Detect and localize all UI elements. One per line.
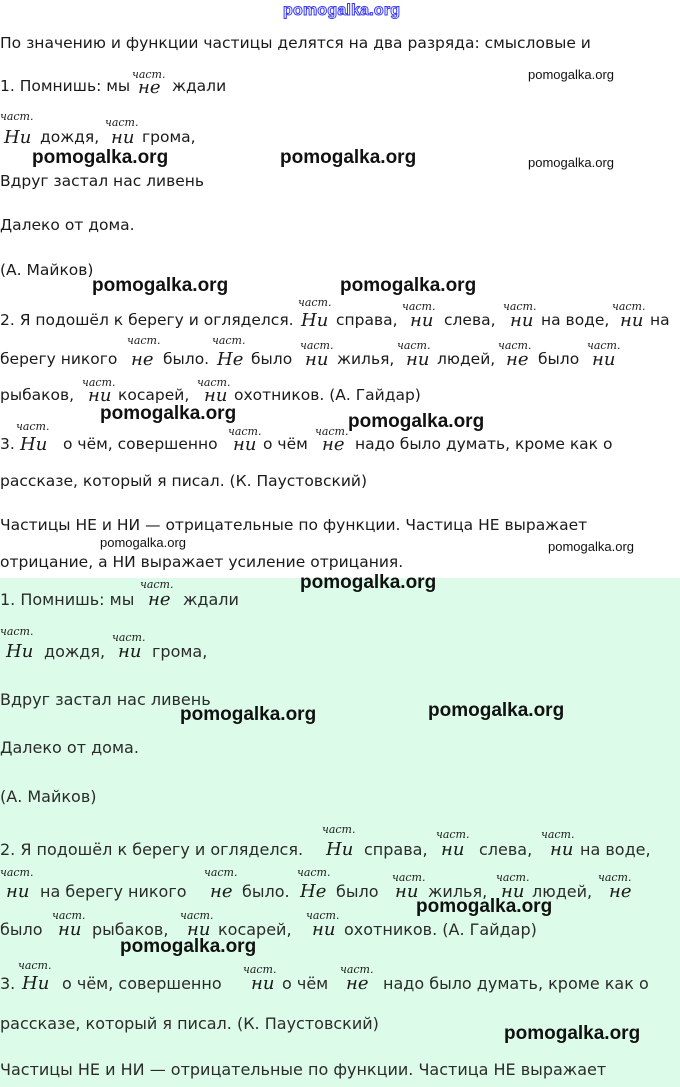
example-2-line-2: было. <box>163 350 210 368</box>
example-3-line-1: о чём, совершенно <box>63 435 218 453</box>
particle-note-label: част. <box>228 425 262 438</box>
particle-note-label: част. <box>541 828 575 841</box>
watermark: pomogalka.org <box>340 275 477 296</box>
particle-ni: ни <box>501 881 525 902</box>
watermark: pomogalka.org <box>280 147 417 168</box>
watermark: pomogalka.org <box>348 411 485 432</box>
particle-note-label: част. <box>197 376 231 389</box>
example-2-line-2: берегу никого <box>0 350 118 368</box>
particle-ne: не <box>609 881 632 902</box>
particle-ne: не <box>322 434 345 455</box>
example-2-line-2: людей, <box>437 350 496 368</box>
poem-line-4: Далеко от дома. <box>0 738 139 757</box>
rule-text: Частицы НЕ и НИ — отрицательные по функции. Частица НЕ выражает <box>0 516 588 534</box>
example-2-line-3: охотников. (А. Гайдар) <box>344 920 537 939</box>
particle-note-label: част. <box>612 300 646 313</box>
watermark: pomogalka.org <box>300 572 437 593</box>
particle-ni: Ни <box>301 310 329 331</box>
particle-note-label: част. <box>16 420 50 433</box>
watermark: pomogalka.org <box>180 704 317 725</box>
particle-note-label: част. <box>52 909 86 922</box>
particle-ne: не <box>210 881 233 902</box>
example-2-line-1: слева, <box>444 311 496 329</box>
particle-note-label: част. <box>180 909 214 922</box>
particle-note-label: част. <box>598 871 632 884</box>
example-2-line-3: было <box>0 920 43 939</box>
particle-note-label: част. <box>140 578 174 591</box>
example-2-line-1: 2. Я подошёл к берегу и огляделся. <box>0 840 304 859</box>
particle-ni: ни <box>251 973 275 994</box>
example-2-line-3: косарей, <box>218 920 292 939</box>
particle-ne: не <box>131 349 154 370</box>
particle-ni: ни <box>6 881 30 902</box>
example-3-line-1: 3. <box>0 435 15 453</box>
particle-ni: Ни <box>4 127 32 148</box>
particle-note-label: част. <box>587 339 621 352</box>
example-2-line-2: жилья, <box>337 350 395 368</box>
particle-ni: ни <box>88 385 112 406</box>
watermark-logo: pomogalka.org <box>283 2 401 19</box>
particle-note-label: част. <box>0 625 34 638</box>
particle-ni: ни <box>305 349 329 370</box>
particle-note-label: част. <box>0 866 34 879</box>
particle-ni: ни <box>58 919 82 940</box>
particle-note-label: част. <box>322 823 356 836</box>
intro-text: По значению и функции частицы делятся на два разряда: смысловые и <box>0 34 591 52</box>
particle-ni: ни <box>410 310 434 331</box>
example-2-line-3: косарей, <box>118 386 190 404</box>
rule-text: отрицание, а НИ выражает усиление отрицания. <box>0 553 404 571</box>
particle-ni: ни <box>312 919 336 940</box>
particle-note-label: част. <box>105 116 139 129</box>
example-2-line-1: справа, <box>364 840 428 859</box>
particle-note-label: част. <box>300 339 334 352</box>
particle-ni: ни <box>233 434 257 455</box>
rule-text: Частицы НЕ и НИ — отрицательные по функции. Частица НЕ выражает <box>0 1060 607 1079</box>
particle-note-label: част. <box>243 963 277 976</box>
example-3-line-1: о чём <box>282 974 329 993</box>
particle-ni: Ни <box>326 839 354 860</box>
particle-ne: не <box>138 77 161 98</box>
watermark: pomogalka.org <box>548 539 634 554</box>
particle-note-label: част. <box>498 339 532 352</box>
example-3-line-1: о чём <box>263 435 308 453</box>
particle-ne: Не <box>300 881 327 902</box>
poem-line-2: грома, <box>152 642 208 661</box>
particle-note-label: част. <box>297 866 331 879</box>
watermark: pomogalka.org <box>100 403 237 424</box>
example-2-line-3: рыбаков, <box>92 920 169 939</box>
example-3-line-2: рассказе, который я писал. (К. Паустовский) <box>0 472 368 490</box>
watermark: pomogalka.org <box>416 896 553 917</box>
watermark: pomogalka.org <box>528 67 614 82</box>
example-3-line-1: надо было думать, кроме как о <box>355 435 613 453</box>
particle-note-label: част. <box>503 300 537 313</box>
particle-note-label: част. <box>82 376 116 389</box>
particle-note-label: част. <box>18 959 52 972</box>
example-2-line-1: 2. Я подошёл к берегу и огляделся. <box>0 311 294 329</box>
particle-ni: Ни <box>20 434 48 455</box>
watermark: pomogalka.org <box>428 700 565 721</box>
particle-ni: ни <box>406 349 430 370</box>
watermark: pomogalka.org <box>32 147 169 168</box>
particle-note-label: част. <box>132 68 166 81</box>
particle-note-label: част. <box>204 866 238 879</box>
watermark: pomogalka.org <box>120 936 257 957</box>
particle-ne: Не <box>217 349 244 370</box>
particle-ne: не <box>148 589 171 610</box>
poem-line-2: дождя, <box>44 642 106 661</box>
watermark: pomogalka.org <box>504 1023 641 1044</box>
example-2-line-1: на воде, <box>541 311 610 329</box>
particle-ni: Ни <box>6 641 34 662</box>
watermark: pomogalka.org <box>528 155 614 170</box>
particle-ne: не <box>506 349 529 370</box>
example-2-line-2: было. <box>242 882 290 901</box>
poem-line-1: ждали <box>172 77 227 95</box>
poem-line-2: грома, <box>142 128 196 146</box>
particle-ni: ни <box>592 349 616 370</box>
example-2-line-1: на воде, <box>580 840 651 859</box>
particle-note-label: част. <box>436 828 470 841</box>
poem-author: (А. Майков) <box>0 261 94 279</box>
particle-ni: ни <box>118 641 142 662</box>
particle-ni: ни <box>395 881 419 902</box>
example-3-line-2: рассказе, который я писал. (К. Паустовский) <box>0 1014 379 1033</box>
particle-note-label: част. <box>340 963 374 976</box>
particle-ne: не <box>346 973 369 994</box>
example-3-line-1: 3. <box>0 974 16 993</box>
particle-note-label: част. <box>127 334 161 347</box>
particle-ni: Ни <box>22 973 50 994</box>
example-2-line-2: людей, <box>532 882 593 901</box>
particle-ni: ни <box>441 839 465 860</box>
watermark: pomogalka.org <box>92 275 229 296</box>
example-2-line-2: жилья, <box>428 882 488 901</box>
poem-line-1: ждали <box>183 590 239 609</box>
particle-ni: ни <box>620 310 644 331</box>
example-2-line-1: справа, <box>336 311 398 329</box>
particle-note-label: част. <box>306 909 340 922</box>
particle-note-label: част. <box>397 339 431 352</box>
poem-line-1: 1. Помнишь: мы <box>0 590 135 609</box>
particle-note-label: част. <box>298 296 332 309</box>
example-3-line-1: о чём, совершенно <box>62 974 222 993</box>
particle-note-label: част. <box>402 300 436 313</box>
poem-line-2: дождя, <box>40 128 100 146</box>
poem-line-3: Вдруг застал нас ливень <box>0 690 211 709</box>
particle-ni: ни <box>204 385 228 406</box>
particle-note-label: част. <box>0 110 34 123</box>
particle-ni: ни <box>187 919 211 940</box>
poem-line-1: 1. Помнишь: мы <box>0 77 131 95</box>
particle-note-label: част. <box>212 334 246 347</box>
particle-note-label: част. <box>496 871 530 884</box>
watermark: pomogalka.org <box>100 535 186 550</box>
example-2-line-3: рыбаков, <box>0 386 75 404</box>
poem-line-4: Далеко от дома. <box>0 216 135 234</box>
poem-author: (А. Майков) <box>0 787 97 806</box>
example-2-line-2: на берегу никого <box>40 882 187 901</box>
particle-ni: ни <box>510 310 534 331</box>
particle-note-label: част. <box>112 631 146 644</box>
example-2-line-2: было <box>538 350 580 368</box>
example-2-line-2: было <box>336 882 379 901</box>
particle-ni: ни <box>550 839 574 860</box>
poem-line-3: Вдруг застал нас ливень <box>0 172 205 190</box>
particle-note-label: част. <box>392 871 426 884</box>
example-3-line-1: надо было думать, кроме как о <box>383 974 649 993</box>
example-2-line-1: на <box>650 311 670 329</box>
example-2-line-1: слева, <box>479 840 533 859</box>
particle-ni: ни <box>111 127 135 148</box>
example-2-line-3: охотников. (А. Гайдар) <box>234 386 421 404</box>
example-2-line-2: было <box>251 350 293 368</box>
particle-note-label: част. <box>315 425 349 438</box>
